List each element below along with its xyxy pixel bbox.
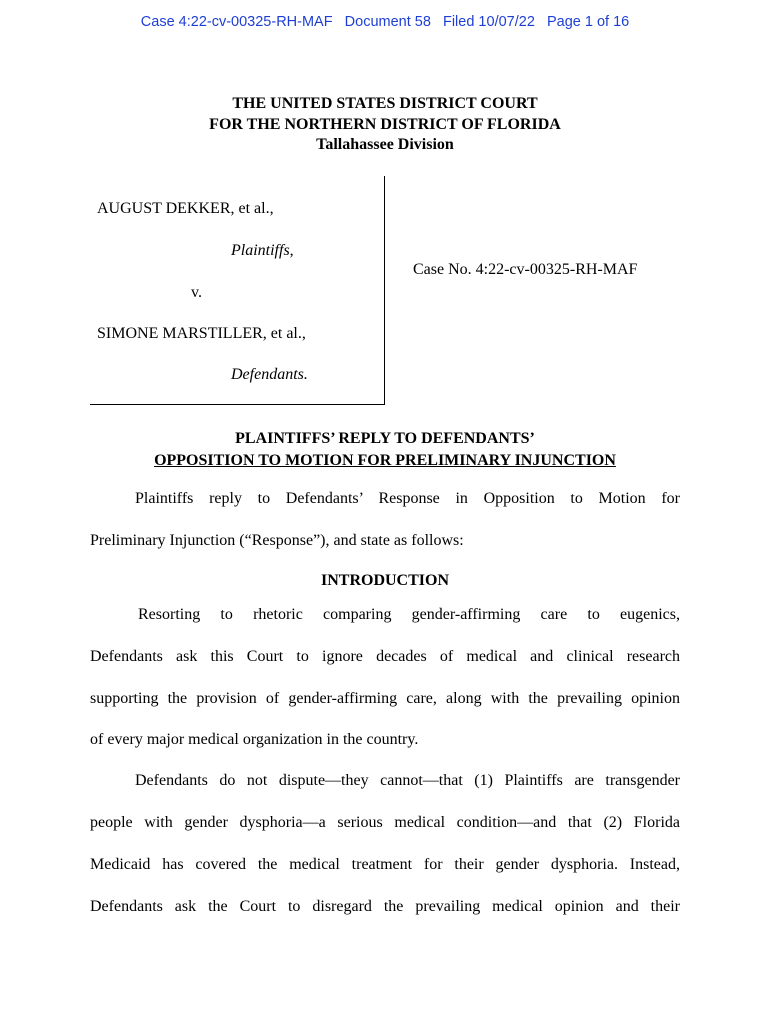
title-line-1: PLAINTIFFS’ REPLY TO DEFENDANTS’ [235, 430, 535, 447]
defendant-name: SIMONE MARSTILLER, et al., [97, 325, 306, 342]
plaintiff-name: AUGUST DEKKER, et al., [97, 200, 274, 217]
case-number: Case No. 4:22-cv-00325-RH-MAF [413, 261, 638, 278]
court-district-line: FOR THE NORTHERN DISTRICT OF FLORIDA [209, 115, 561, 133]
paragraph2-line-4: Defendants ask the Court to disregard the prevailing medical opinion and their [90, 898, 680, 915]
paragraph1-line-3: supporting the provision of gender-affirming care, along with the prevailing opinion [90, 690, 680, 707]
paragraph1-line-1: Resorting to rhetoric comparing gender-affirming care to eugenics, [138, 606, 680, 623]
court-name-line: THE UNITED STATES DISTRICT COURT [232, 95, 538, 112]
plaintiff-role [231, 242, 294, 260]
section-heading-introduction: INTRODUCTION [320, 572, 449, 589]
document-title [0, 428, 770, 472]
paragraph2-line-3: Medicaid has covered the medical treatment for their gender dysphoria. Instead, [90, 856, 680, 873]
title-line-2: OPPOSITION TO MOTION FOR PRELIMINARY INJUNCTION [154, 452, 616, 469]
plaintiff-role-punct: , [289, 242, 294, 259]
paragraph2-line-1: Defendants do not dispute—they cannot—that (1) Plaintiffs are transgender [135, 772, 680, 789]
paragraph1-line-4: of every major medical organization in the country. [90, 731, 419, 748]
plaintiff-role-text: Plaintiffs [231, 242, 290, 259]
ecf-header-stamp: Case 4:22-cv-00325-RH-MAF Document 58 Filed 10/07/22 Page 1 of 16 [140, 14, 630, 30]
intro-line-1: Plaintiffs reply to Defendants’ Response in Opposition to Motion for [135, 490, 680, 507]
versus: v. [191, 284, 202, 301]
paragraph2-line-2: people with gender dysphoria—a serious medical condition—and that (2) Florida [90, 814, 680, 831]
paragraph1-line-2: Defendants ask this Court to ignore decades of medical and clinical research [90, 648, 680, 665]
defendant-role: Defendants. [231, 366, 308, 383]
intro-line-2: Preliminary Injunction (“Response”), and state as follows: [90, 532, 464, 549]
court-heading [0, 94, 770, 156]
court-division-line: Tallahassee Division [316, 136, 454, 153]
